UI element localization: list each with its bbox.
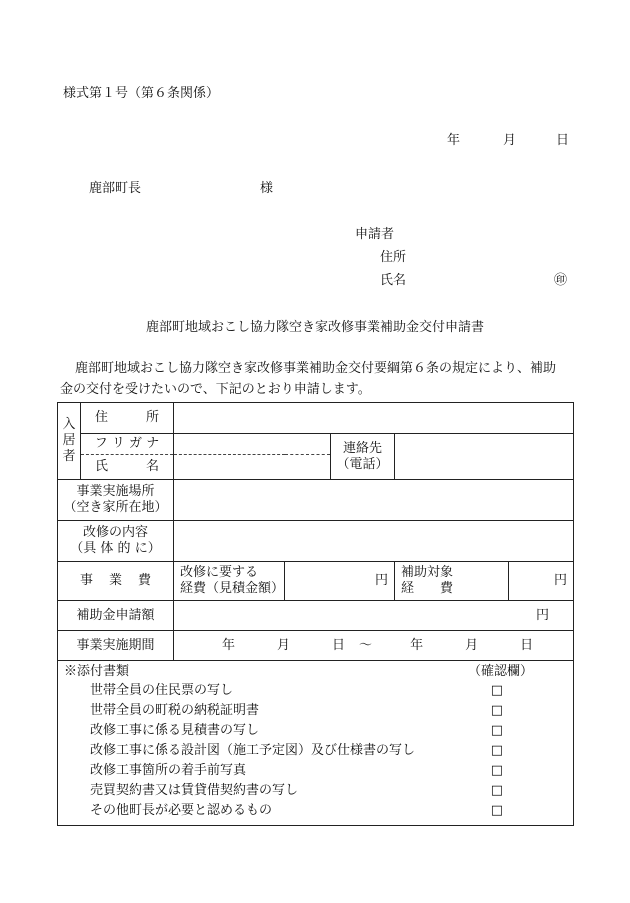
attachment-item: 改修工事に係る設計図（施工予定図）及び仕様書の写し □: [90, 743, 504, 758]
amount-field[interactable]: [174, 601, 574, 631]
furigana-label: フ リ ガ ナ: [81, 434, 174, 455]
body-text-line2: 金の交付を受けたいので、下記のとおり申請します。: [60, 382, 371, 397]
address-field[interactable]: [174, 403, 574, 434]
attachment-item: その他町長が必要と認めるもの □: [90, 803, 504, 818]
checkbox[interactable]: □: [490, 683, 504, 698]
addressee: 鹿部町長: [89, 181, 142, 196]
attachments-section: [58, 661, 574, 826]
content-field[interactable]: [174, 521, 574, 562]
check-column-label: （確認欄）: [468, 664, 534, 679]
cost-needed-label: 改修に要する 経費（見積金額）: [174, 562, 285, 601]
contact-label: 連絡先 （電話）: [331, 434, 395, 480]
amount-label: 補助金申請額: [58, 601, 174, 631]
contact-field[interactable]: [395, 434, 574, 480]
period-label: 事業実施期間: [58, 631, 174, 661]
attachment-item: 売買契約書又は賃貸借契約書の写し □: [90, 783, 504, 798]
checkbox[interactable]: □: [490, 783, 504, 798]
checkbox[interactable]: □: [490, 763, 504, 778]
resident-label: 入 居 者: [58, 403, 81, 480]
attachment-item: 世帯全員の町税の納税証明書 □: [90, 703, 504, 718]
subsidy-target-label: 補助対象 経 費: [395, 562, 509, 601]
attachment-item: 改修工事箇所の着手前写真 □: [90, 763, 504, 778]
name-label: 氏 名: [81, 455, 174, 480]
yen-unit: 円: [536, 607, 550, 623]
site-field[interactable]: [174, 480, 574, 521]
checkbox[interactable]: □: [490, 703, 504, 718]
applicant-address-label: 住所: [380, 250, 407, 265]
seal-mark: ㊞: [554, 273, 568, 288]
period-field[interactable]: 年 月 日 ～ 年 月 日: [174, 631, 574, 661]
content-label: 改修の内容 （具 体 的 に）: [58, 521, 174, 562]
checkbox[interactable]: □: [490, 723, 504, 738]
applicant-name-label: 氏名: [380, 273, 407, 288]
checkbox[interactable]: □: [490, 803, 504, 818]
date-day: 日: [556, 133, 570, 148]
furigana-field[interactable]: [174, 434, 331, 455]
body-text-line1: 鹿部町地域おこし協力隊空き家改修事業補助金交付要綱第６条の規定により、補助: [75, 361, 557, 376]
yen-unit: 円: [554, 573, 568, 588]
applicant-label: 申請者: [355, 227, 395, 242]
checkbox[interactable]: □: [490, 743, 504, 758]
attachments-label: ※添付書類: [64, 664, 130, 679]
cost-needed-field[interactable]: [285, 562, 395, 601]
site-label: 事業実施場所 （空き家所在地）: [58, 480, 174, 521]
date-month: 月: [503, 133, 517, 148]
name-field[interactable]: [174, 455, 331, 480]
document-title: 鹿部町地域おこし協力隊空き家改修事業補助金交付申請書: [146, 320, 485, 335]
cost-label: 事 業 費: [58, 562, 174, 601]
attachment-item: 改修工事に係る見積書の写し □: [90, 723, 504, 738]
attachment-item: 世帯全員の住民票の写し □: [90, 683, 504, 698]
subsidy-target-field[interactable]: [509, 562, 574, 601]
date-year: 年: [447, 133, 461, 148]
form-number: 様式第１号（第６条関係）: [63, 86, 220, 101]
address-label: 住 所: [81, 403, 174, 434]
addressee-honorific: 様: [260, 181, 274, 196]
yen-unit: 円: [374, 573, 388, 588]
application-table: [57, 402, 574, 826]
